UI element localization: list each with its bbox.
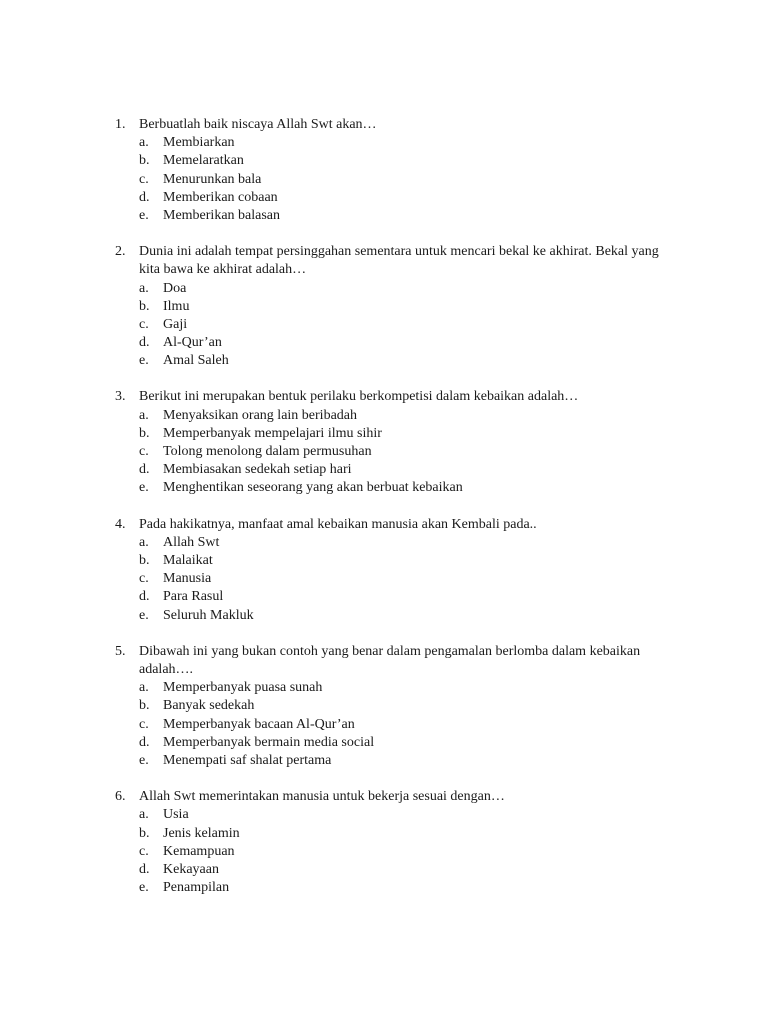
option-text: Amal Saleh [163,353,229,369]
option-b [0,152,768,170]
option-d [0,734,768,752]
option-a [0,679,768,697]
option-text: Para Rasul [163,589,224,605]
question-4 [0,516,768,625]
option-text: Menempati saf shalat pertama [163,752,332,768]
option-letter: d. [139,189,150,205]
question-text: Dibawah ini yang bukan contoh yang benar dalam pengamalan berlomba dalam kebaikan adalah…. [139,643,644,677]
option-letter: d. [139,462,150,478]
option-text: Doa [163,280,187,296]
option-e [0,879,768,897]
question-1 [0,116,768,225]
option-letter: c. [139,316,149,332]
option-a [0,534,768,552]
option-a [0,806,768,824]
option-text: Membiasakan sedekah setiap hari [163,462,352,478]
option-text: Menyaksikan orang lain beribadah [163,407,357,423]
option-list [0,280,768,371]
option-letter: c. [139,444,149,460]
option-letter: e. [139,607,149,623]
option-letter: b. [139,153,150,169]
option-letter: b. [139,553,150,569]
option-letter: a. [139,135,149,151]
option-b [0,825,768,843]
option-letter: a. [139,407,149,423]
option-text: Tolong menolong dalam permusuhan [163,444,372,460]
option-a [0,407,768,425]
option-letter: c. [139,716,149,732]
option-letter: d. [139,734,150,750]
option-letter: a. [139,680,149,696]
question-number: 6. [115,789,126,805]
option-text: Seluruh Makluk [163,607,254,623]
option-text: Ilmu [163,298,190,314]
option-c [0,843,768,861]
question-text: Berbuatlah baik niscaya Allah Swt akan… [139,117,377,132]
option-letter: e. [139,480,149,496]
option-text: Usia [163,807,189,823]
option-text: Jenis kelamin [163,825,240,841]
option-d [0,334,768,352]
option-c [0,716,768,734]
option-letter: e. [139,880,149,896]
option-letter: c. [139,171,149,187]
option-e [0,352,768,370]
option-e [0,207,768,225]
option-text: Memperbanyak bermain media social [163,734,375,750]
option-a [0,280,768,298]
option-c [0,570,768,588]
option-text: Al-Qur’an [163,335,222,351]
option-b [0,552,768,570]
question-2 [0,243,768,370]
option-letter: a. [139,280,149,296]
option-c [0,316,768,334]
option-text: Allah Swt [163,534,220,550]
option-d [0,461,768,479]
option-letter: d. [139,861,150,877]
question-number: 2. [115,244,126,260]
option-text: Gaji [163,316,188,332]
option-letter: b. [139,298,150,314]
question-6 [0,788,768,897]
option-list [0,407,768,498]
question-text: Dunia ini adalah tempat persinggahan sementara untuk mencari bekal ke akhirat. Bekal yang kita bawa ke akhirat adalah… [139,244,663,278]
option-letter: b. [139,425,150,441]
option-text: Memelaratkan [163,153,244,169]
question-number: 1. [115,117,126,132]
question-text: Allah Swt memerintakan manusia untuk bekerja sesuai dengan… [139,789,505,805]
question-3 [0,388,768,497]
option-text: Memperbanyak puasa sunah [163,680,323,696]
option-text: Penampilan [163,880,230,896]
option-letter: d. [139,589,150,605]
option-e [0,479,768,497]
option-b [0,697,768,715]
option-text: Kekayaan [163,861,219,877]
question-text: Berikut ini merupakan bentuk perilaku berkompetisi dalam kebaikan adalah… [139,389,579,405]
option-d [0,189,768,207]
option-text: Memberikan balasan [163,207,281,223]
option-letter: b. [139,825,150,841]
option-b [0,298,768,316]
option-e [0,607,768,625]
option-letter: a. [139,807,149,823]
option-letter: b. [139,698,150,714]
option-text: Banyak sedekah [163,698,255,714]
question-number: 3. [115,389,126,405]
option-letter: c. [139,843,149,859]
option-a [0,134,768,152]
option-d [0,588,768,606]
option-letter: e. [139,207,149,223]
question-text: Pada hakikatnya, manfaat amal kebaikan manusia akan Kembali pada.. [139,516,537,532]
option-text: Memperbanyak mempelajari ilmu sihir [163,425,382,441]
option-text: Menurunkan bala [163,171,262,187]
option-b [0,425,768,443]
option-list [0,534,768,625]
option-list [0,806,768,897]
option-d [0,861,768,879]
option-letter: e. [139,353,149,369]
option-e [0,752,768,770]
option-c [0,443,768,461]
option-text: Malaikat [163,553,213,569]
option-list [0,134,768,225]
option-letter: c. [139,571,149,587]
question-number: 4. [115,516,126,532]
option-text: Manusia [163,571,212,587]
option-text: Menghentikan seseorang yang akan berbuat kebaikan [163,480,463,496]
question-number: 5. [115,643,126,659]
option-text: Memperbanyak bacaan Al-Qur’an [163,716,355,732]
option-list [0,679,768,770]
option-letter: d. [139,335,150,351]
option-text: Memberikan cobaan [163,189,278,205]
option-letter: a. [139,534,149,550]
option-c [0,171,768,189]
option-text: Kemampuan [163,843,235,859]
option-text: Membiarkan [163,135,235,151]
option-letter: e. [139,752,149,768]
question-sheet [0,116,768,915]
question-5 [0,643,768,770]
